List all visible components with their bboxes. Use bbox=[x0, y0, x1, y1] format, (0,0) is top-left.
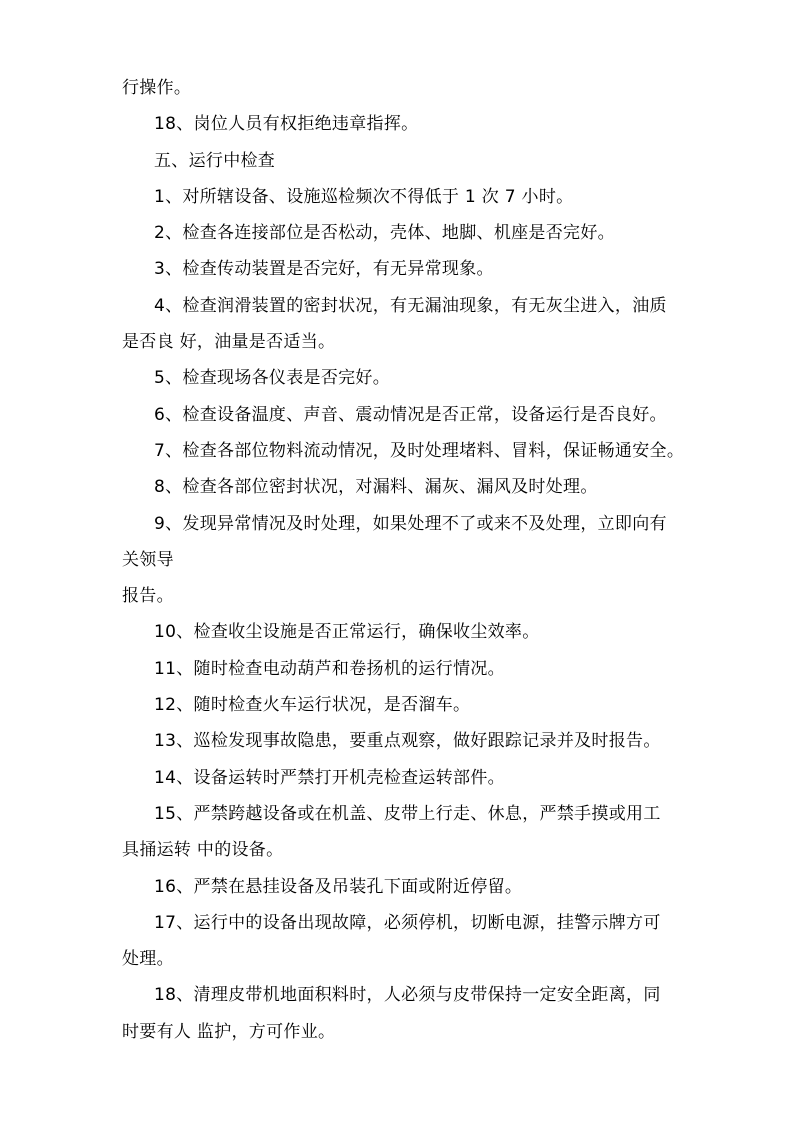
document-line: 报告。 bbox=[122, 586, 174, 607]
document-line: 15、严禁跨越设备或在机盖、皮带上行走、休息，严禁手摸或用工 bbox=[154, 803, 661, 824]
document-line: 是否良 好，油量是否适当。 bbox=[122, 332, 336, 353]
document-line: 行操作。 bbox=[122, 78, 192, 98]
document-line: 7、检查各部位物料流动情况，及时处理堵料、冒料，保证畅通安全。 bbox=[154, 440, 685, 461]
document-line: 3、检查传动装置是否完好，有无异常现象。 bbox=[154, 259, 494, 280]
document-body bbox=[122, 70, 722, 1050]
document-line: 14、设备运转时严禁打开机壳检查运转部件。 bbox=[154, 767, 505, 788]
document-line: 13、巡检发现事故隐患，要重点观察，做好跟踪记录并及时报告。 bbox=[154, 731, 661, 752]
document-line: 18、清理皮带机地面积料时，人必须与皮带保持一定安全距离，同 bbox=[154, 985, 661, 1006]
document-line: 时要有人 监护，方可作业。 bbox=[122, 1021, 336, 1042]
document-line: 关领导 bbox=[122, 549, 174, 570]
document-line: 11、随时检查电动葫芦和卷扬机的运行情况。 bbox=[154, 658, 505, 679]
document-line: 10、检查收尘设施是否正常运行，确保收尘效率。 bbox=[154, 622, 540, 643]
document-line: 12、随时检查火车运行状况，是否溜车。 bbox=[154, 695, 471, 716]
document-line: 五、运行中检查 bbox=[154, 150, 276, 171]
document-line: 4、检查润滑装置的密封状况，有无漏油现象，有无灰尘进入，油质 bbox=[154, 295, 667, 316]
document-line: 1、对所辖设备、设施巡检频次不得低于 1 次 7 小时。 bbox=[154, 186, 574, 207]
document-line: 18、岗位人员有权拒绝违章指挥。 bbox=[154, 114, 419, 135]
document-line: 6、检查设备温度、声音、震动情况是否正常，设备运行是否良好。 bbox=[154, 404, 667, 425]
document-line: 8、检查各部位密封状况，对漏料、漏灰、漏风及时处理。 bbox=[154, 477, 598, 498]
document-line: 17、运行中的设备出现故障，必须停机，切断电源，挂警示牌方可 bbox=[154, 912, 661, 933]
document-line: 9、发现异常情况及时处理，如果处理不了或来不及处理，立即向有 bbox=[154, 513, 667, 534]
document-line: 具捅运转 中的设备。 bbox=[122, 840, 284, 861]
document-line: 处理。 bbox=[122, 949, 174, 970]
document-line: 2、检查各连接部位是否松动，壳体、地脚、机座是否完好。 bbox=[154, 223, 615, 244]
document-line: 16、严禁在悬挂设备及吊装孔下面或附近停留。 bbox=[154, 876, 523, 897]
document-line: 5、检查现场各仪表是否完好。 bbox=[154, 368, 391, 389]
